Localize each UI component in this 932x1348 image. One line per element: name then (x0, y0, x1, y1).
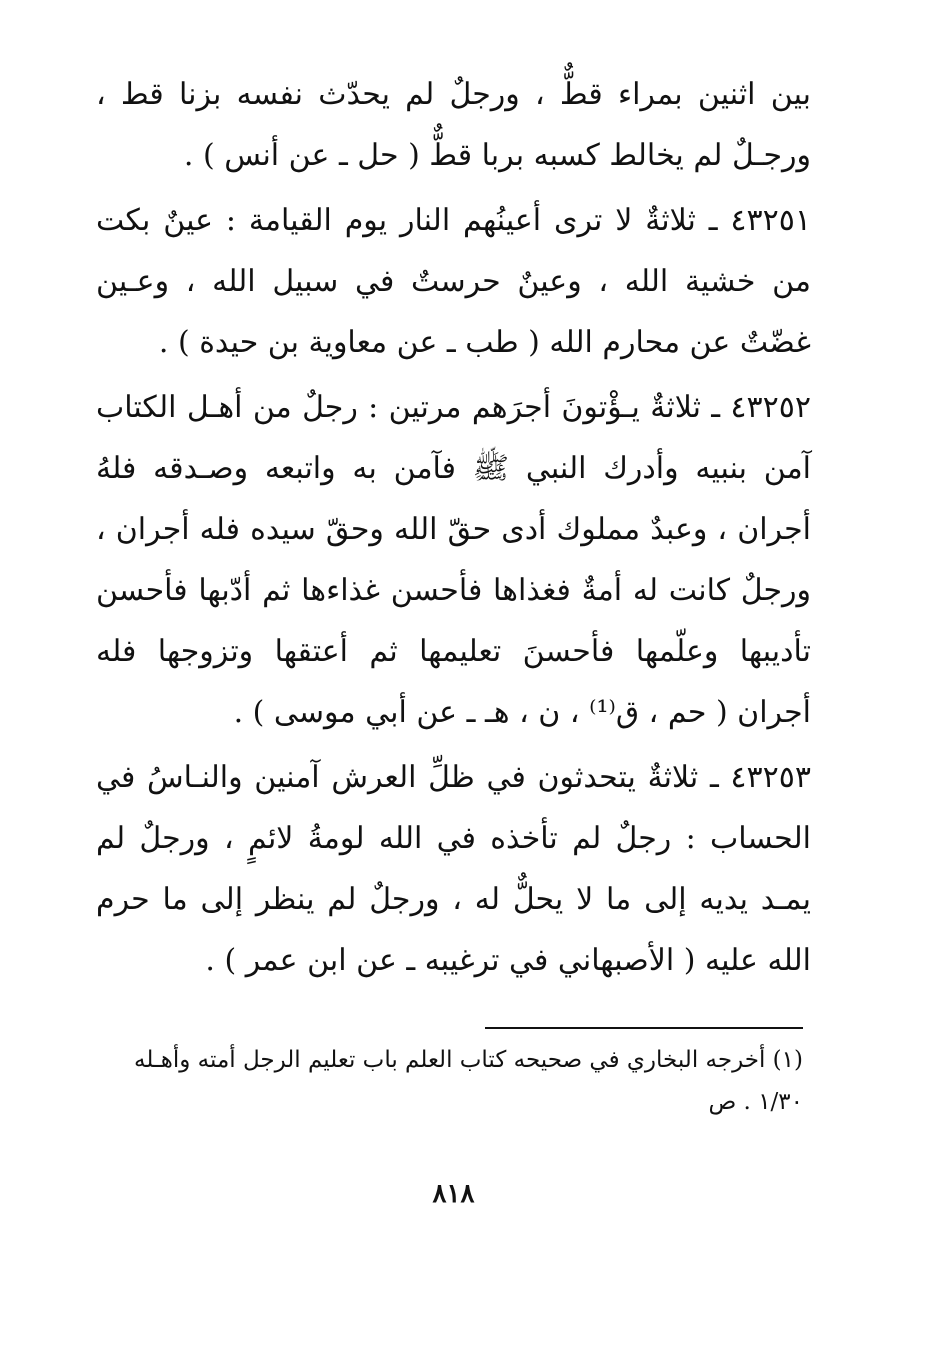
page-number: ٨١٨ (432, 1179, 475, 1209)
footnote-divider (485, 1027, 803, 1029)
hadith-entry-43251: ٤٣٢٥١ ـ ثلاثةٌ لا ترى أعينُهم النار يوم القيامة : عينٌ بكت من خشية الله ، وعينٌ حرستٌ في سبيل الله ، وعـين غضّتٌ عن محارم الله ( طب ـ عن معاوية بن حيدة ) . (96, 203, 811, 360)
hadith-entry-43252: ٤٣٢٥٢ ـ ثلاثةٌ يـؤْتونَ أجرَهم مرتين : رجلٌ من أهـل الكتاب آمن بنبيه وأدرك النبي ﷺ فآمن به واتبعه وصـدقه فلهُ أجران ، وعبدٌ مملوك أدى حقّ الله وحقّ سيده فله أجران ، ورجلٌ كانت له أمةٌ فغذاها فأحسن غذاءها ثم أدّبها فأحسن تأديبها وعلّمها فأحسنَ تعليمها ثم أعتقها وتزوجها فله أجران ( حم ، ق⁽¹⁾ ، ن ، هـ ـ عن أبي موسى ) . (96, 390, 811, 730)
hadith-entry-43253: ٤٣٢٥٣ ـ ثلاثةٌ يتحدثون في ظلِّ العرش آمنين والنـاسُ في الحساب : رجلٌ لم تأخذه في الله لومةُ لائمٍ ، ورجلٌ لم يمـد يديه إلى ما لا يحلٌّ له ، ورجلٌ لم ينظر إلى ما حرم الله عليه ( الأصبهاني في ترغيبه ـ عن ابن عمر ) . (96, 760, 811, 978)
main-text (96, 64, 811, 991)
footnote: (١) أخرجه البخاري في صحيحه كتاب العلم باب تعليم الرجل أمته وأهـله ١/٣٠ . ص (134, 1047, 803, 1115)
hadith-entry-continued: بين اثنين بمراء قطٌّ ، ورجلٌ لم يحدّث نفسه بزنا قط ، ورجـلٌ لم يخالط كسبه بربا قطٌّ ( حل ـ عن أنس ) . (96, 77, 811, 173)
page-content (96, 64, 811, 1294)
